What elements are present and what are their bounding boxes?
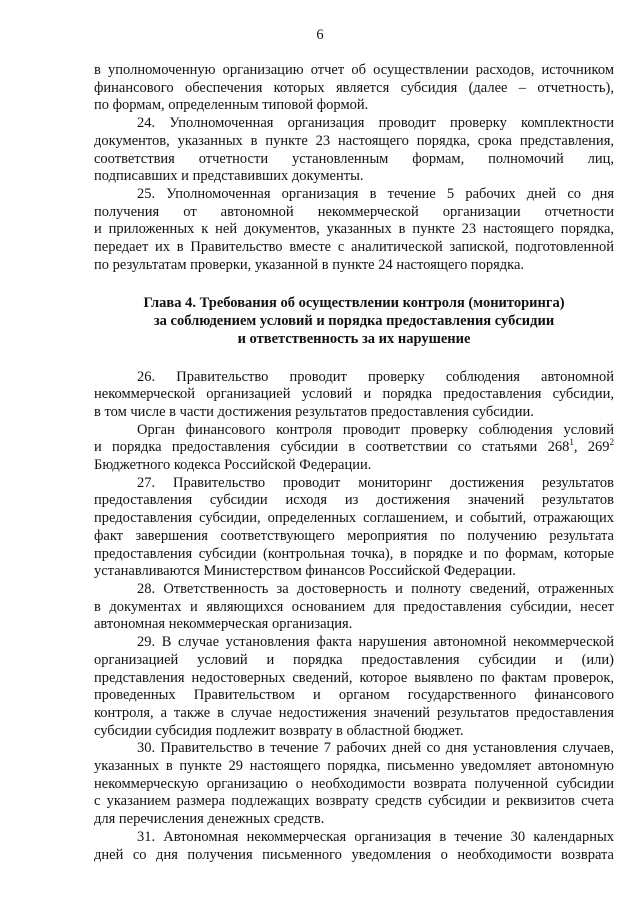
text-line: автономная некоммерческая организация. (94, 616, 353, 633)
text-line: 30. Правительство в течение 7 рабочих дней со дня установления случаев, (137, 740, 614, 757)
text-line: 27. Правительство проводит мониторинг достижения результатов (137, 474, 614, 491)
text-line: получения от автономной некоммерческой организации отчетности (94, 203, 614, 220)
paragraph-26-financial-control (94, 422, 614, 475)
text-line: предоставления субсидии (контрольная точка), в порядке и по формам, которые (94, 545, 614, 562)
text-line: некоммерческой организацией условий и порядка предоставления субсидии, (94, 386, 614, 403)
text-line: соответствия отчетности установленным формам, полномочий лиц, (94, 150, 614, 167)
text-fragment: , 269 (573, 439, 610, 456)
page-number: 6 (316, 27, 324, 43)
text-line: 25. Уполномоченная организация в течение 5 рабочих дней со дня (137, 185, 614, 202)
text-line: субсидии субсидия подлежит возврату в областной бюджет. (94, 722, 464, 739)
heading-line: за соблюдением условий и порядка предоставления субсидии (153, 313, 555, 330)
text-line: по результатам проверки, указанной в пункте 24 настоящего порядка. (94, 256, 525, 273)
text-line: для перечисления денежных средств. (94, 811, 325, 828)
text-line: контроля, а также в случае недостижения значений результатов предоставления (94, 704, 614, 721)
text-line: 28. Ответственность за достоверность и полноту сведений, отраженных (137, 580, 614, 597)
text-line: предоставления субсидии исходя из достижения значений результатов (94, 492, 614, 509)
document-body (94, 62, 614, 864)
paragraph-29 (94, 634, 614, 740)
paragraph-28 (94, 581, 614, 634)
text-line: организацией условий и порядка предоставления субсидии и (или) (94, 651, 614, 668)
text-line: подписавших и представивших документы. (94, 168, 364, 185)
text-line: факт завершения соответствующего мероприятия по получению результата (94, 527, 614, 544)
paragraph-30 (94, 740, 614, 829)
text-line: по формам, определенным типовой формой. (94, 97, 369, 114)
text-line: проведенных Правительством и органом государственного финансового (94, 687, 614, 704)
text-line: 26. Правительство проводит проверку соблюдения автономной (137, 368, 614, 385)
paragraph-31 (94, 829, 614, 864)
paragraph-27 (94, 475, 614, 581)
heading-line: Глава 4. Требования об осуществлении контроля (мониторинга) (143, 295, 565, 312)
text-line: с указанием размера подлежащих возврату средств субсидии и реквизитов счета (94, 793, 614, 810)
text-line: и приложенных к ней документов, указанных в пункте 23 настоящего порядка, (94, 221, 614, 238)
text-line: в том числе в части достижения результатов предоставления субсидии. (94, 403, 534, 420)
text-line: указанных в пункте 29 настоящего порядка, письменно уведомляет автономную (94, 758, 614, 775)
footnote-superscript: 2 (609, 437, 614, 448)
paragraph-25 (94, 186, 614, 275)
text-line: представления недостоверных сведений, которое выявлено по фактам проверок, (94, 669, 614, 686)
text-line: 24. Уполномоченная организация проводит проверку комплектности (137, 115, 614, 132)
text-fragment: и порядка предоставления субсидии в соответствии со статьями 268 (94, 439, 570, 456)
text-line: 29. В случае установления факта нарушения автономной некоммерческой (137, 634, 614, 651)
text-line: финансового обеспечения которых является субсидия (далее – отчетность), (94, 79, 614, 96)
text-line: передает их в Правительство вместе с аналитической запиской, подготовленной (94, 239, 614, 256)
paragraph-24 (94, 115, 614, 186)
text-line: 31. Автономная некоммерческая организация в течение 30 календарных (137, 828, 614, 845)
text-line (94, 439, 614, 457)
text-line: в документах и являющихся основанием для предоставления субсидии, несет (94, 598, 614, 615)
paragraph-intro (94, 62, 614, 115)
text-line: в уполномоченную организацию отчет об осуществлении расходов, источником (94, 62, 614, 78)
paragraph-26 (94, 369, 614, 422)
text-line: Орган финансового контроля проводит проверку соблюдения условий (137, 421, 614, 438)
heading-line: и ответственность за их нарушение (237, 330, 471, 347)
text-line: дней со дня получения письменного уведомления о необходимости возврата (94, 846, 614, 863)
chapter-4-heading (94, 295, 614, 348)
text-line: некоммерческую организацию о необходимости возврата полученной субсидии (94, 775, 614, 792)
text-line: документов, указанных в пункте 23 настоящего порядка, срока представления, (94, 132, 614, 149)
text-line: устанавливаются Министерством финансов Российской Федерации. (94, 563, 516, 580)
text-line: Бюджетного кодекса Российской Федерации. (94, 457, 372, 474)
text-line: предоставления субсидии, определенных соглашением, и событий, отражающих (94, 510, 614, 527)
footnote-superscript: 1 (569, 437, 574, 448)
